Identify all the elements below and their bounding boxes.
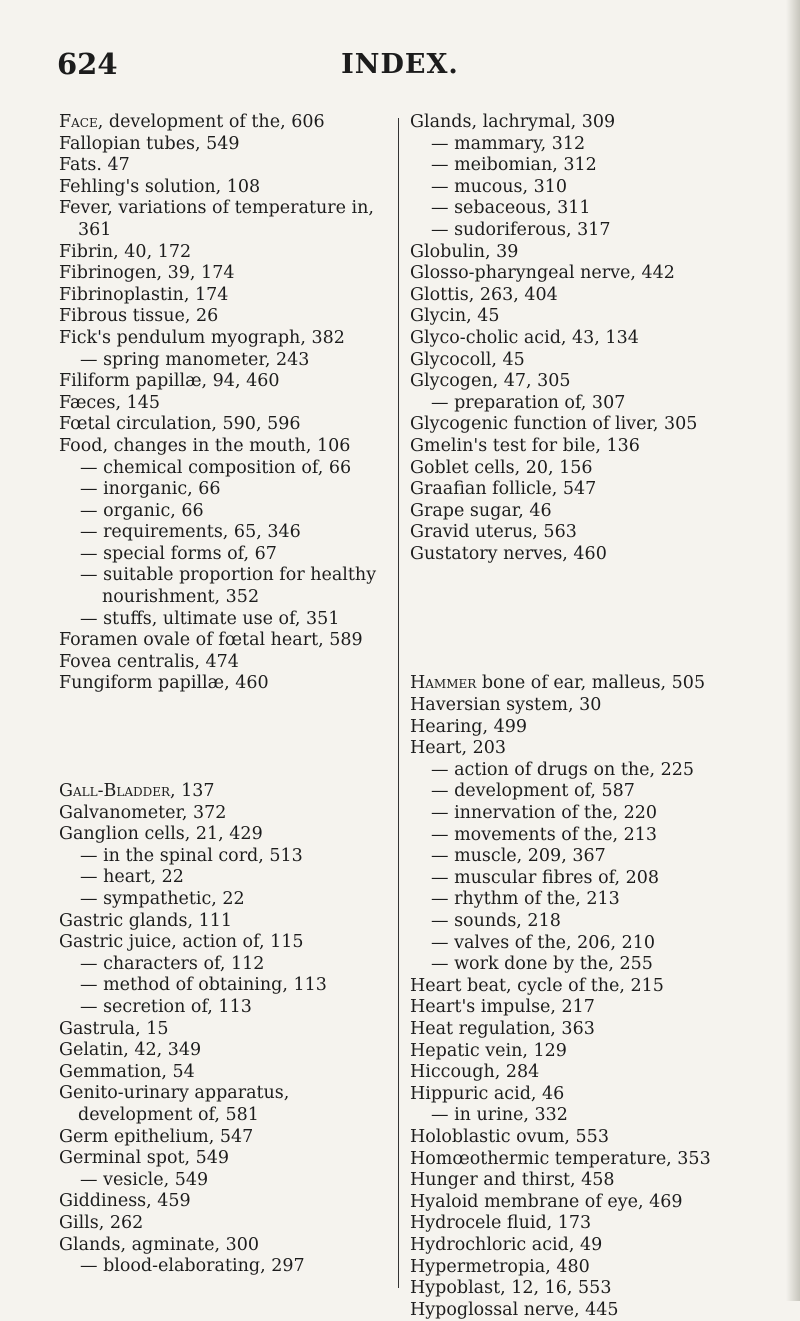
index-entry: Hypermetropia, 480 (410, 1256, 590, 1277)
index-entry: Glands, agminate, 300 (59, 1234, 260, 1255)
index-entry: Hydrochloric acid, 49 (410, 1234, 603, 1255)
index-subentry: — mucous, 310 (431, 176, 568, 197)
index-entry: Grape sugar, 46 (410, 500, 552, 521)
index-entry: Giddiness, 459 (59, 1191, 191, 1212)
index-subentry: — muscular fibres of, 208 (431, 867, 659, 888)
index-entry: Hyaloid membrane of eye, 469 (410, 1191, 683, 1212)
index-column-left (59, 112, 389, 1278)
index-subentry: — stuffs, ultimate use of, 351 (80, 608, 340, 629)
index-entry-lead: Gall-Bladder (59, 781, 171, 802)
index-entry: Gastrula, 15 (59, 1018, 169, 1039)
index-subentry: — special forms of, 67 (80, 543, 277, 564)
index-entry: Hypoglossal nerve, 445 (410, 1299, 619, 1320)
index-subentry: — rhythm of the, 213 (431, 889, 620, 910)
index-entry: Fovea centralis, 474 (59, 651, 239, 672)
index-entry-lead: Face (59, 112, 98, 132)
index-entry: Food, changes in the mouth, 106 (59, 435, 351, 456)
index-entry: Hearing, 499 (410, 716, 528, 737)
index-section-h (410, 673, 772, 1321)
index-entry-rest: , development of the, 606 (97, 112, 325, 132)
index-subentry: — requirements, 65, 346 (80, 522, 301, 543)
index-entry: Germinal spot, 549 (59, 1148, 230, 1169)
index-entry: Gastric juice, action of, 115 (59, 932, 304, 953)
index-subentry: — blood-elaborating, 297 (80, 1256, 305, 1277)
index-column-right (410, 112, 772, 1321)
index-entry: Galvanometer, 372 (59, 802, 227, 823)
index-entry: Fallopian tubes, 549 (59, 133, 240, 154)
page-edge-shadow (786, 0, 800, 1301)
index-subentry: — action of drugs on the, 225 (431, 759, 695, 780)
index-entry: Fœtal circulation, 590, 596 (59, 414, 301, 435)
index-entry: Glycogen, 47, 305 (410, 371, 571, 392)
index-entry: Heart, 203 (410, 738, 506, 759)
index-entry: Filiform papillæ, 94, 460 (59, 371, 280, 392)
page-title: INDEX. (341, 49, 459, 80)
index-subentry: — innervation of the, 220 (431, 803, 658, 824)
index-entry: Fibrinogen, 39, 174 (59, 263, 235, 284)
index-entry (59, 781, 389, 803)
index-entry: Fever, variations of temperature in, 361 (59, 198, 374, 240)
index-subentry: — inorganic, 66 (80, 479, 221, 500)
index-entry: Fats. 47 (59, 155, 130, 176)
index-entry: Gelatin, 42, 349 (59, 1040, 202, 1061)
index-entry-rest: bone of ear, malleus, 505 (476, 673, 706, 694)
index-entry: Hiccough, 284 (410, 1062, 540, 1083)
index-entry: Gemmation, 54 (59, 1061, 195, 1082)
index-entry: Gills, 262 (59, 1212, 144, 1233)
index-entry: Gravid uterus, 563 (410, 522, 577, 543)
index-entry: Glycogenic function of liver, 305 (410, 414, 698, 435)
index-entry: Fick's pendulum myograph, 382 (59, 327, 345, 348)
index-subentry: — spring manometer, 243 (80, 349, 310, 370)
index-entry-lead: Hammer (410, 673, 477, 694)
index-subentry: — vesicle, 549 (80, 1169, 209, 1190)
index-entry: Genito-urinary apparatus, development of, 581 (59, 1083, 290, 1125)
index-entry: Glottis, 263, 404 (410, 284, 558, 305)
index-entry: Germ epithelium, 547 (59, 1126, 254, 1147)
index-entry (410, 673, 772, 695)
index-subentry: — chemical composition of, 66 (80, 457, 352, 478)
index-subentry: — muscle, 209, 367 (431, 846, 606, 867)
index-entry: Heart beat, cycle of the, 215 (410, 975, 664, 996)
index-entry: Heart's impulse, 217 (410, 997, 595, 1018)
index-entry: Glands, lachrymal, 309 (410, 112, 616, 132)
index-entry: Fibrin, 40, 172 (59, 241, 192, 262)
index-section-g (59, 781, 389, 1278)
index-subentry: — sympathetic, 22 (80, 889, 245, 909)
index-subentry: — valves of the, 206, 210 (431, 932, 656, 953)
index-entry: Holoblastic ovum, 553 (410, 1126, 609, 1147)
index-entry: Hunger and thirst, 458 (410, 1170, 615, 1191)
column-divider (398, 118, 399, 1288)
index-entry: Gastric glands, 111 (59, 910, 232, 931)
index-entry-rest: , 137 (170, 781, 215, 802)
index-entry: Gmelin's test for bile, 136 (410, 435, 640, 456)
index-entry: Glycocoll, 45 (410, 349, 525, 370)
index-subentry: — development of, 587 (431, 781, 635, 802)
index-subentry: — mammary, 312 (431, 133, 586, 154)
index-subentry: — in urine, 332 (431, 1105, 568, 1126)
index-entry: Fæces, 145 (59, 392, 161, 413)
index-section-g-continued (410, 112, 772, 565)
section-gap (59, 695, 389, 781)
index-entry: Glycin, 45 (410, 306, 500, 327)
index-entry: Homœothermic temperature, 353 (410, 1148, 711, 1169)
index-entry: Fibrinoplastin, 174 (59, 284, 229, 305)
index-subentry: — suitable proportion for healthy nourishment, 352 (80, 565, 377, 608)
index-entry: Haversian system, 30 (410, 695, 602, 716)
index-subentry: — sudoriferous, 317 (431, 219, 611, 240)
index-subentry: — sebaceous, 311 (431, 198, 591, 219)
index-subentry: — characters of, 112 (80, 953, 265, 974)
index-subentry: — organic, 66 (80, 500, 204, 521)
index-entry: Heat regulation, 363 (410, 1018, 595, 1039)
index-entry: Fibrous tissue, 26 (59, 306, 219, 327)
index-entry: Graafian follicle, 547 (410, 479, 597, 500)
index-subentry: — secretion of, 113 (80, 996, 252, 1017)
index-subentry: — in the spinal cord, 513 (80, 845, 303, 866)
index-entry: Gustatory nerves, 460 (410, 543, 607, 564)
index-subentry: — method of obtaining, 113 (80, 975, 327, 996)
index-entry: Foramen ovale of fœtal heart, 589 (59, 630, 363, 651)
index-entry: Globulin, 39 (410, 241, 519, 262)
index-entry: Fehling's solution, 108 (59, 176, 261, 197)
index-section-f (59, 112, 389, 695)
index-subentry: — preparation of, 307 (431, 392, 626, 413)
index-subentry: — work done by the, 255 (431, 954, 653, 975)
index-entry: Ganglion cells, 21, 429 (59, 824, 263, 845)
index-entry: Hepatic vein, 129 (410, 1040, 567, 1061)
index-subentry: — meibomian, 312 (431, 155, 597, 176)
index-subentry: — sounds, 218 (431, 911, 561, 931)
index-entry: Goblet cells, 20, 156 (410, 457, 593, 478)
index-entry: Hippuric acid, 46 (410, 1083, 565, 1104)
page-number: 624 (57, 47, 118, 81)
section-gap (410, 565, 772, 673)
index-entry: Hypoblast, 12, 16, 553 (410, 1278, 612, 1299)
index-entry: Glyco-cholic acid, 43, 134 (410, 327, 639, 348)
index-entry (59, 112, 389, 134)
index-subentry: — heart, 22 (80, 867, 184, 888)
index-subentry: — movements of the, 213 (431, 824, 657, 845)
index-entry: Hydrocele fluid, 173 (410, 1213, 592, 1234)
index-entry: Fungiform papillæ, 460 (59, 673, 269, 694)
index-entry: Glosso-pharyngeal nerve, 442 (410, 263, 675, 284)
